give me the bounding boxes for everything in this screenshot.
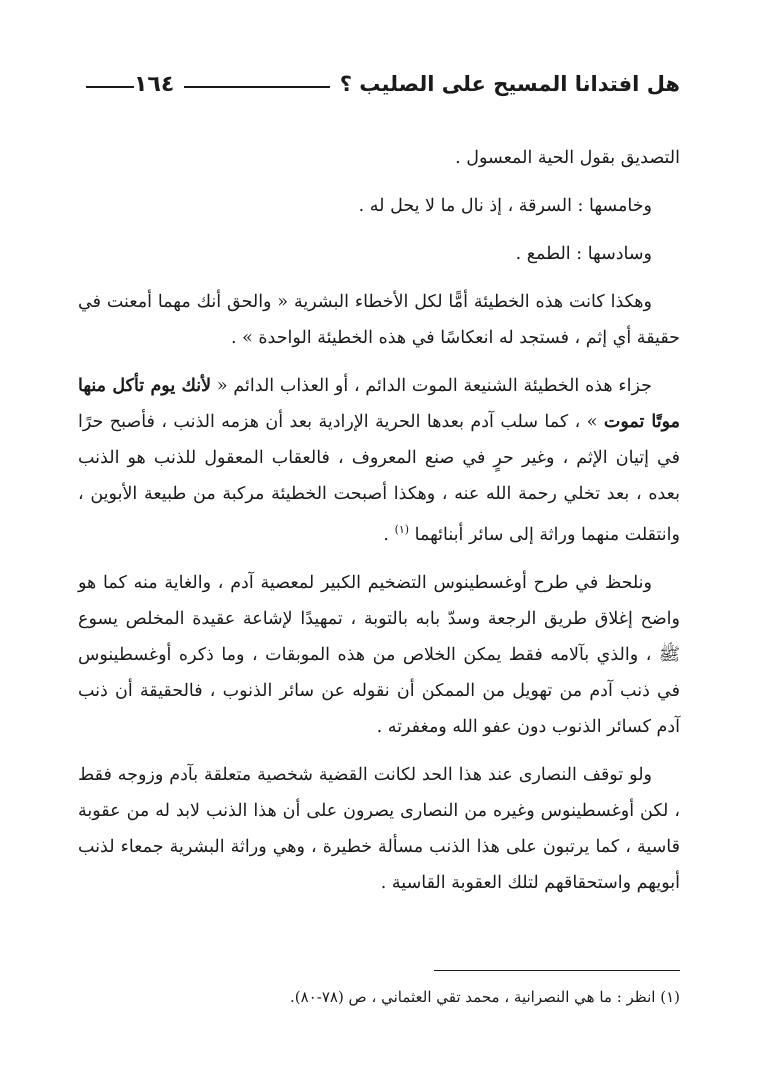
footnote-reference: (١) [394,523,410,536]
paragraph-1: التصديق بقول الحية المعسول . [455,148,680,168]
paragraph-4: وهكذا كانت هذه الخطيئة أمًّا لكل الأخطاء البشرية « والحق أنك مهما أمعنت في حقيقة أي إثم ، فستجد له انعكاسًا في هذه الخطيئة الواحدة » . [78,292,680,348]
footnote: (١) انظر : ما هي النصرانية ، محمد تقي العثماني ، ص (٧٨-٨٠). [289,988,680,1006]
book-title: هل افتدانا المسيح على الصليب ؟ [339,72,680,96]
header-rule-left [86,86,134,88]
paragraph-2: وخامسها : السرقة ، إذ نال ما لا يحل له . [358,196,652,216]
footnote-separator [434,970,680,971]
paragraph-5-end: . [383,524,395,545]
page-number: ١٦٤ [134,71,175,97]
paragraph-7: ولو توقف النصارى عند هذا الحد لكانت القضية شخصية متعلقة بآدم وزوجه فقط ، لكن أوغسطينوس وغيره من النصارى يصرون على أن هذا الذنب لابد له من عقوبة قاسية ، كما يرتبون على هذا الذنب مسألة خطيرة ، وهي وراثة البشرية جمعاء لذنب أبويهم واستحقاقهم لتلك العقوبة القاسية . [78,764,680,893]
running-header [76,64,680,104]
paragraph-5-text-a: جزاء هذه الخطيئة الشنيعة الموت الدائم ، أو العذاب الدائم « [216,376,652,396]
paragraph-3: وسادسها : الطمع . [515,244,652,264]
quoted-verse: لأنك يوم تأكل منها موتًا تموت [78,376,680,432]
page-body [78,140,680,913]
header-rule [184,86,329,88]
paragraph-5-text-b: » ، كما سلب آدم بعدها الحرية الإرادية بعد أن هزمه الذنب ، فأصبح حرًا في إتيان الإثم ، وغير حرٍ في صنع المعروف ، فالعقاب المعقول للذنب هو الذنب بعده ، بعد تخلي رحمة الله عنه ، وهكذا أصبحت الخطيئة مركبة من طبيعة الأبوين ، وانتقلت منهما وراثة إلى سائر أبنائهما [78,412,680,545]
paragraph-6: ونلحظ في طرح أوغسطينوس التضخيم الكبير لمعصية آدم ، والغاية منه كما هو واضح إغلاق طريق الرجعة وسدّ بابه بالتوبة ، تمهيدًا لإشاعة عقيدة المخلص يسوع ﷺ ، والذي بآلامه فقط يمكن الخلاص من هذه الموبقات ، وما ذكره أوغسطينوس في ذنب آدم من تهويل من الممكن أن نقوله عن سائر الذنوب ، فالحقيقة أن ذنب آدم كسائر الذنوب دون عفو الله ومغفرته . [78,572,680,737]
paragraph-5 [78,368,680,553]
